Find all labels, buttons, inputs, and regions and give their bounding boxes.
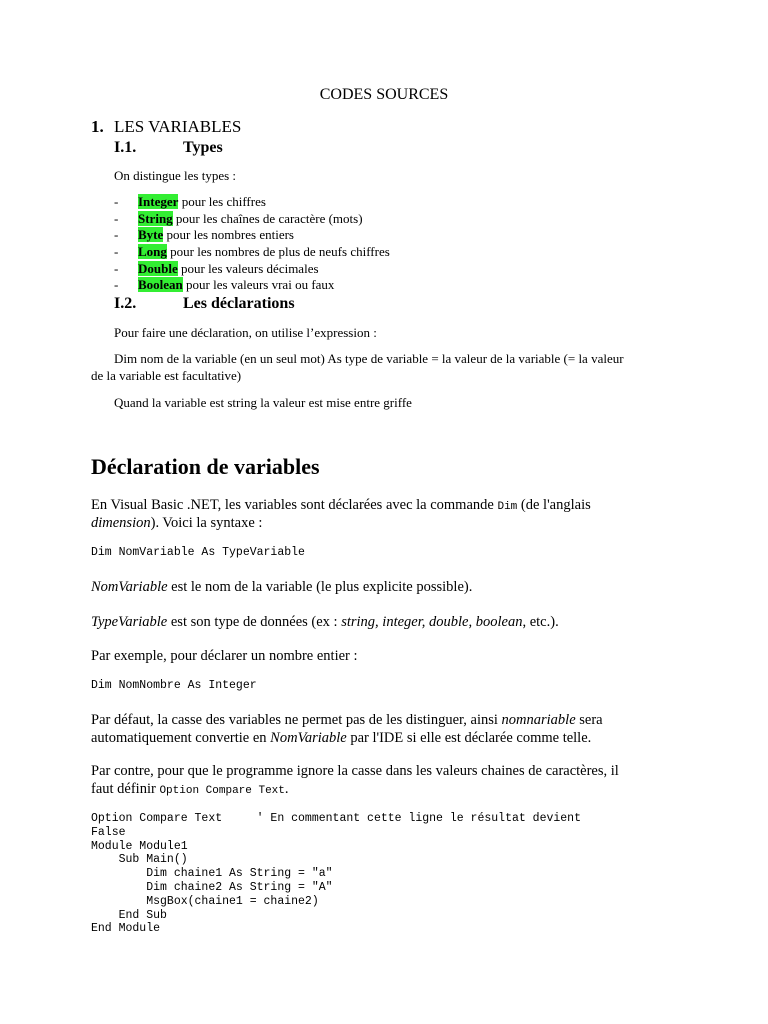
type-keyword: Integer [138, 194, 179, 209]
paragraph: dimension). Voici la syntaxe : [91, 515, 263, 531]
paragraph: Par contre, pour que le programme ignore la casse dans les valeurs chaines de caractères, il [91, 763, 619, 779]
subsection-number: I.1. [114, 139, 137, 156]
type-description: pour les valeurs décimales [177, 260, 319, 276]
subsection-title: Types [183, 139, 223, 156]
paragraph: NomVariable est le nom de la variable (le plus explicite possible). [91, 579, 473, 595]
type-description: pour les valeurs vrai ou faux [182, 277, 335, 293]
paragraph: automatiquement convertie en NomVariable par l'IDE si elle est déclarée comme telle. [91, 730, 592, 746]
inline-code: Option Compare Text [159, 785, 285, 797]
paragraph: Par défaut, la casse des variables ne permet pas de les distinguer, ainsi nomnariable sera [91, 712, 603, 728]
type-keyword: Byte [138, 227, 164, 243]
list-dash: - [114, 260, 119, 276]
type-description: pour les chaînes de caractère (mots) [172, 210, 363, 226]
code-snippet: Dim NomVariable As TypeVariable [91, 546, 305, 559]
type-keyword: String [138, 210, 173, 226]
paragraph: Par exemple, pour déclarer un nombre entier : [91, 648, 358, 664]
section-title: LES VARIABLES [114, 117, 242, 136]
type-description: pour les chiffres [178, 194, 266, 209]
list-dash: - [114, 227, 119, 243]
paragraph: En Visual Basic .NET, les variables sont déclarées avec la commande Dim (de l'anglais [91, 497, 591, 513]
list-dash: - [114, 194, 119, 209]
list-dash: - [114, 244, 119, 260]
list-dash: - [114, 210, 119, 226]
paragraph: faut définir Option Compare Text. [91, 781, 289, 797]
subsection-title: Les déclarations [183, 295, 295, 312]
paragraph: Pour faire une déclaration, on utilise l’expression : [114, 325, 377, 340]
type-keyword: Boolean [138, 277, 183, 293]
paragraph: de la variable est facultative) [91, 368, 242, 383]
type-description: pour les nombres de plus de neufs chiffres [166, 244, 390, 260]
types-intro: On distingue les types : [114, 168, 237, 183]
code-snippet: Dim NomNombre As Integer [91, 679, 257, 692]
subsection-number: I.2. [114, 295, 137, 312]
section-number: 1. [91, 117, 104, 136]
paragraph: Quand la variable est string la valeur est mise entre griffe [114, 395, 412, 410]
paragraph: Dim nom de la variable (en un seul mot) As type de variable = la valeur de la variable (= la valeur [114, 351, 624, 366]
type-keyword: Double [138, 260, 178, 276]
type-keyword: Long [138, 244, 167, 260]
inline-code: Dim [497, 501, 518, 513]
code-block: Option Compare Text ' En commentant cette ligne le résultat devient False Module Module1 Sub Main() Dim chaine1 As String = "a" Dim chaine2 As String = "A" MsgBox(chaine1 = chaine2) End Sub End Module [91, 812, 581, 936]
document-title: CODES SOURCES [319, 86, 449, 103]
section-heading: Déclaration de variables [91, 454, 320, 479]
list-dash: - [114, 277, 119, 293]
paragraph: TypeVariable est son type de données (ex : string, integer, double, boolean, etc.). [91, 614, 559, 630]
type-description: pour les nombres entiers [163, 227, 294, 243]
